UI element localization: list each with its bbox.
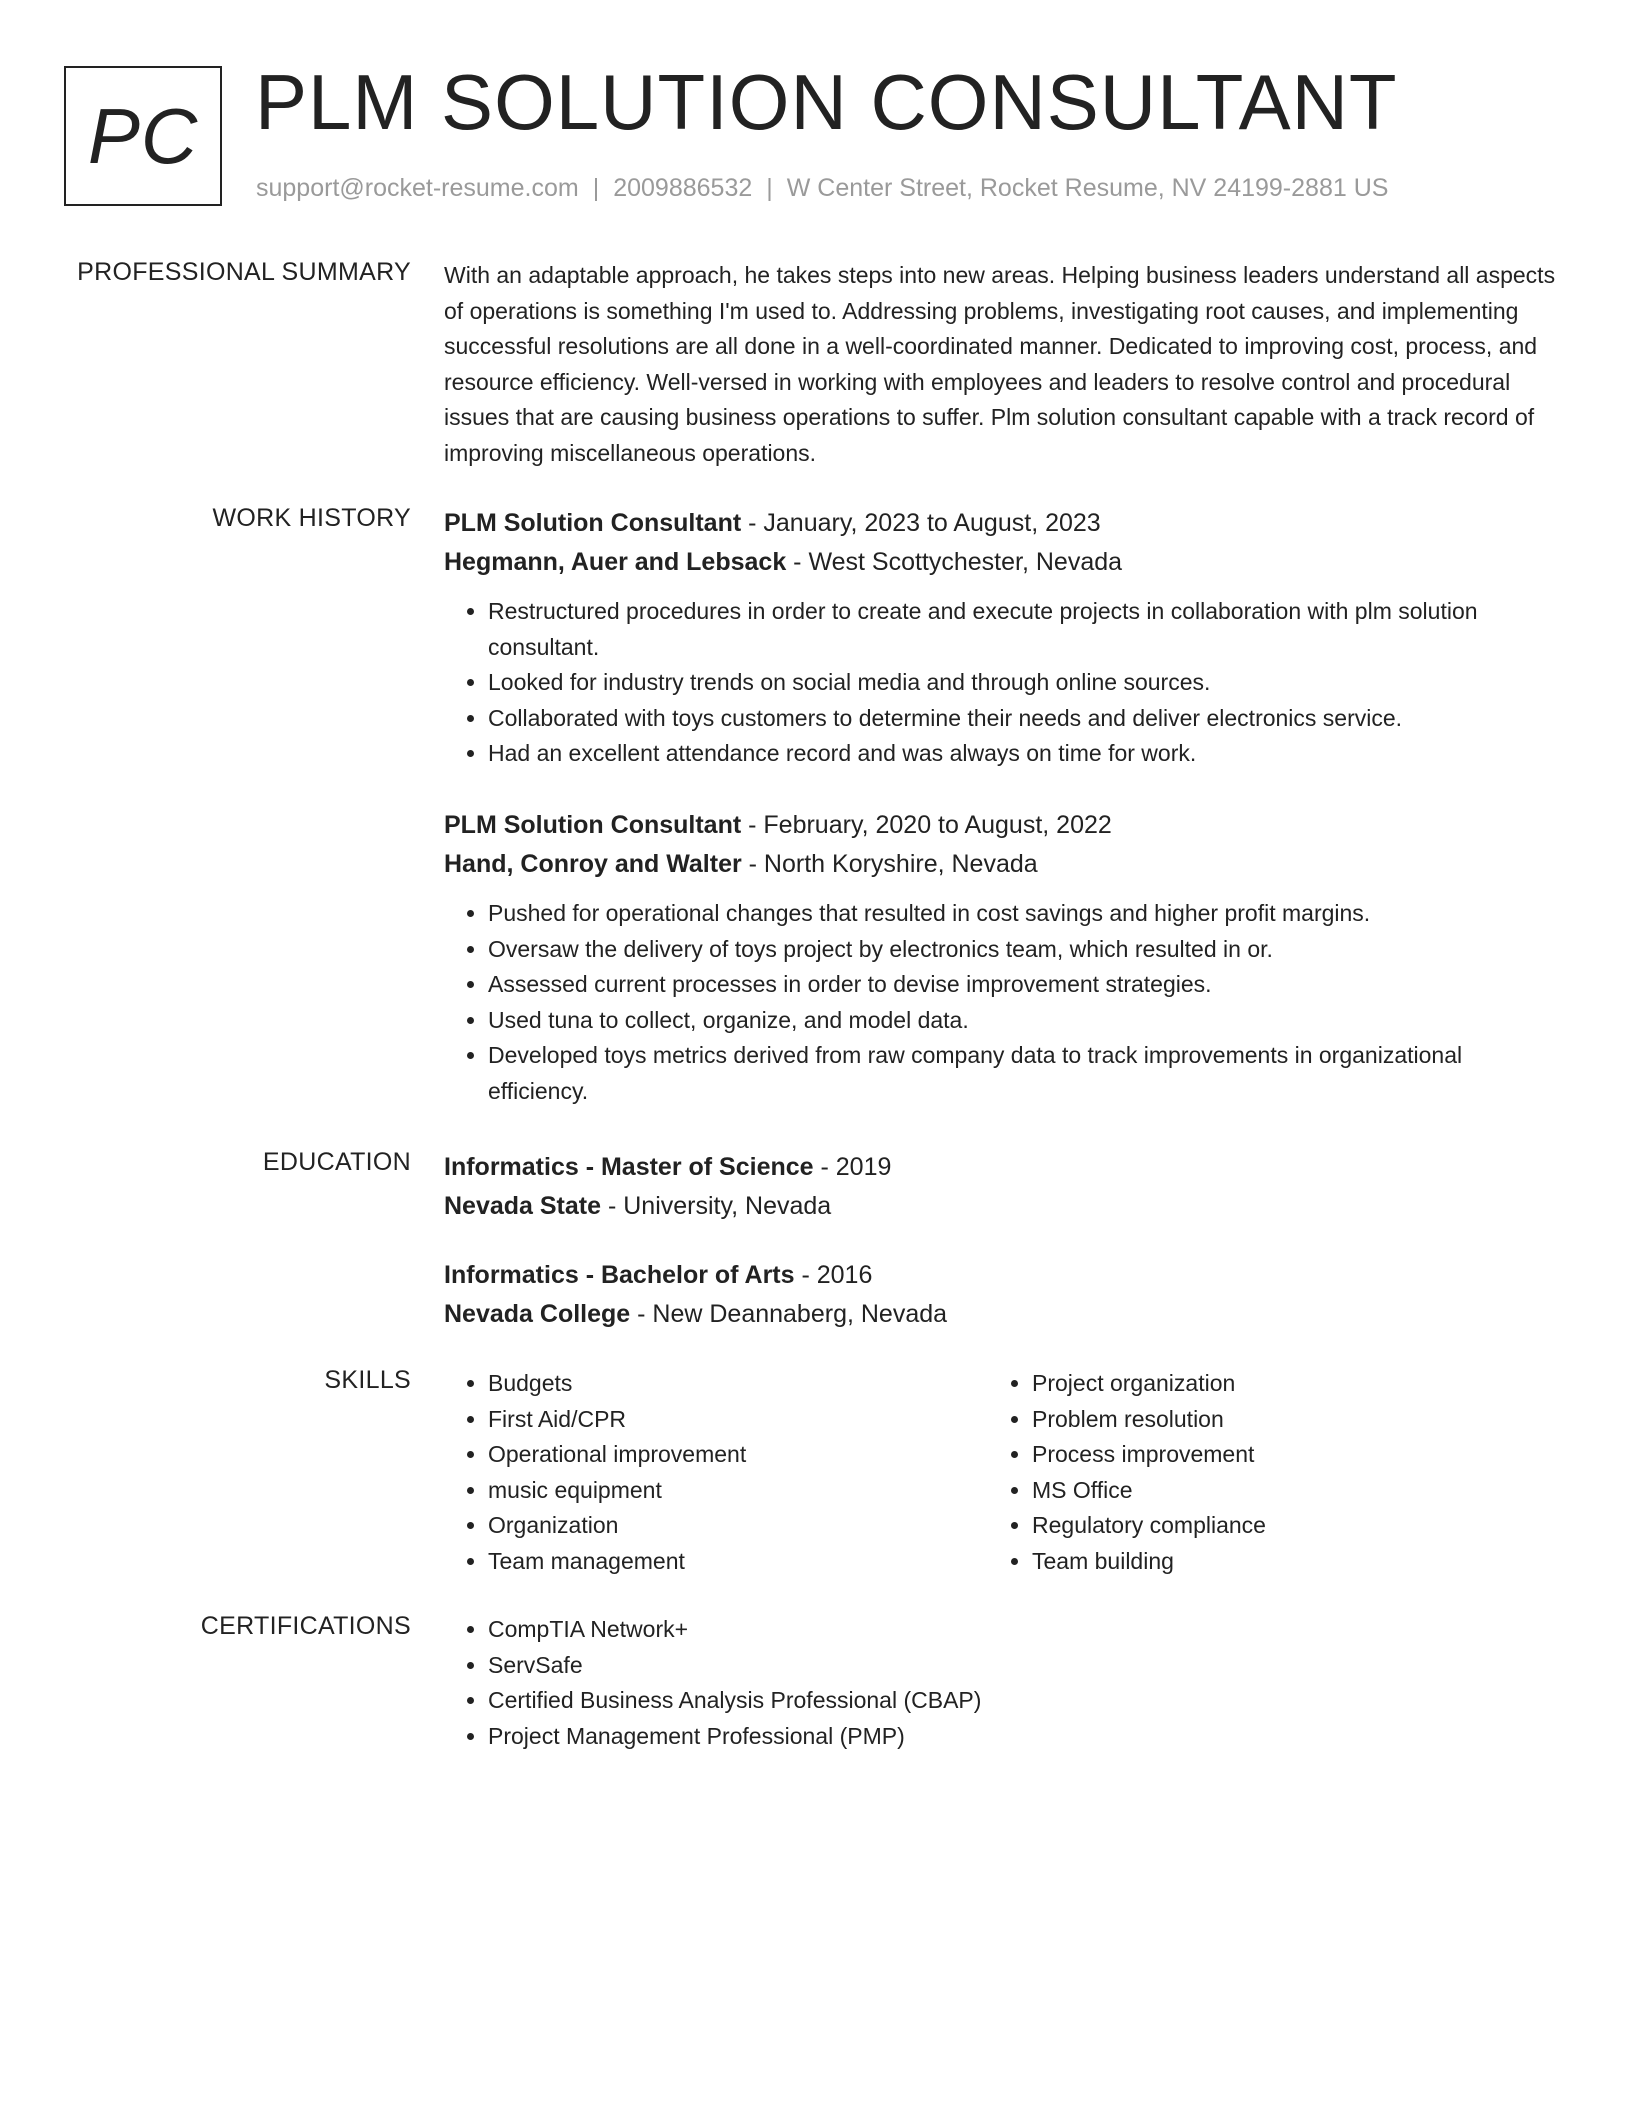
job-bullet: • Developed toys metrics derived from raw company data to track improvements in organizational efficiency. (488, 1038, 1556, 1109)
monogram-box (64, 66, 222, 206)
certifications-content (444, 1612, 1556, 1754)
job-bullet: • Pushed for operational changes that resulted in cost savings and higher profit margins. (488, 896, 1556, 932)
contact-email: support@rocket-resume.com (256, 174, 579, 202)
skill-item: • Regulatory compliance (1032, 1508, 1532, 1544)
job-dates: - February, 2020 to August, 2022 (741, 810, 1112, 839)
skill-item: • Process improvement (1032, 1437, 1532, 1473)
skill-item: • Team management (488, 1544, 988, 1580)
school: Nevada College (444, 1300, 631, 1328)
skill-item: • Organization (488, 1508, 988, 1544)
certification-list (444, 1612, 1556, 1754)
education-content (444, 1148, 1556, 1334)
degree: Informatics - Bachelor of Arts (444, 1261, 795, 1289)
job-title-line (444, 806, 1556, 845)
contact-address: W Center Street, Rocket Resume, NV 24199-2881 US (786, 174, 1389, 202)
job-bullet: • Oversaw the delivery of toys project by electronics team, which resulted in or. (488, 932, 1556, 968)
school-line (444, 1295, 1556, 1334)
job-title: PLM Solution Consultant (444, 810, 742, 839)
job-entry (444, 504, 1556, 772)
skill-item: • music equipment (488, 1473, 988, 1509)
school: Nevada State (444, 1192, 602, 1220)
job-company: Hegmann, Auer and Lebsack (444, 548, 787, 576)
skills-column-2 (988, 1366, 1532, 1580)
skills-column-1 (444, 1366, 988, 1580)
degree-line (444, 1256, 1556, 1295)
section-label: CERTIFICATIONS (200, 1612, 411, 1640)
degree-year: - 2019 (813, 1153, 892, 1181)
job-bullets (444, 594, 1556, 772)
section-label: PROFESSIONAL SUMMARY (77, 258, 411, 286)
job-location: - North Koryshire, Nevada (741, 849, 1038, 878)
job-bullets (444, 896, 1556, 1110)
contact-separator: | (592, 174, 600, 202)
certification-item: • Certified Business Analysis Professional (CBAP) (488, 1683, 1556, 1719)
job-title: PLM Solution Consultant (444, 509, 742, 537)
job-entry (444, 806, 1556, 1110)
job-bullet: • Collaborated with toys customers to determine their needs and deliver electronics service. (488, 701, 1556, 737)
skill-item: • First Aid/CPR (488, 1402, 988, 1438)
certification-item: • ServSafe (488, 1648, 1556, 1684)
job-company-line (444, 543, 1556, 582)
education-entry (444, 1148, 1556, 1226)
section-label: WORK HISTORY (212, 504, 411, 532)
skill-item: • MS Office (1032, 1473, 1532, 1509)
skill-item: • Operational improvement (488, 1437, 988, 1473)
skill-item: • Problem resolution (1032, 1402, 1532, 1438)
summary-text: With an adaptable approach, he takes steps into new areas. Helping business leaders understand all aspects of operations is something I'm used to. Addressing problems, investigating root causes, and implementing successful resolutions are all done in a well-coordinated manner. Dedicated to improving cost, process, and resource efficiency. Well-versed in working with employees and leaders to resolve control and procedural issues that are causing business operations to suffer. Plm solution consultant capable with a track record of improving miscellaneous operations. (444, 262, 1556, 466)
job-dates: - January, 2023 to August, 2023 (741, 509, 1101, 537)
school-location: - New Deannaberg, Nevada (630, 1300, 948, 1328)
skill-item: • Team building (1032, 1544, 1532, 1580)
summary-content (444, 258, 1556, 472)
job-company: Hand, Conroy and Walter (444, 849, 742, 878)
job-bullet: • Restructured procedures in order to create and execute projects in collaboration with plm solution consultant. (488, 594, 1556, 665)
section-label: EDUCATION (262, 1148, 411, 1176)
skill-item: • Project organization (1032, 1366, 1532, 1402)
skill-item: • Budgets (488, 1366, 988, 1402)
monogram-initials: PC (87, 91, 199, 180)
job-title-line (444, 504, 1556, 543)
degree: Informatics - Master of Science (444, 1153, 814, 1181)
degree-year: - 2016 (794, 1261, 873, 1289)
contact-separator: | (766, 174, 773, 202)
school-line (444, 1187, 1556, 1226)
contact-line (256, 174, 1388, 203)
resume-name: PLM SOLUTION CONSULTANT (255, 58, 1398, 146)
job-bullet: • Had an excellent attendance record and was always on time for work. (488, 736, 1556, 772)
section-label: SKILLS (324, 1366, 411, 1394)
education-entry (444, 1256, 1556, 1334)
job-bullet: • Used tuna to collect, organize, and model data. (488, 1003, 1556, 1039)
skills-content (444, 1366, 1556, 1580)
contact-phone: 2009886532 (613, 174, 753, 202)
certification-item: • CompTIA Network+ (488, 1612, 1556, 1648)
degree-line (444, 1148, 1556, 1187)
job-bullet: • Assessed current processes in order to devise improvement strategies. (488, 967, 1556, 1003)
skills-columns (444, 1366, 1556, 1580)
job-bullet: • Looked for industry trends on social media and through online sources. (488, 665, 1556, 701)
work-content (444, 504, 1556, 1110)
certification-item: • Project Management Professional (PMP) (488, 1719, 1556, 1755)
job-location: - West Scottychester, Nevada (786, 548, 1123, 576)
school-location: - University, Nevada (601, 1192, 832, 1220)
job-company-line (444, 845, 1556, 884)
